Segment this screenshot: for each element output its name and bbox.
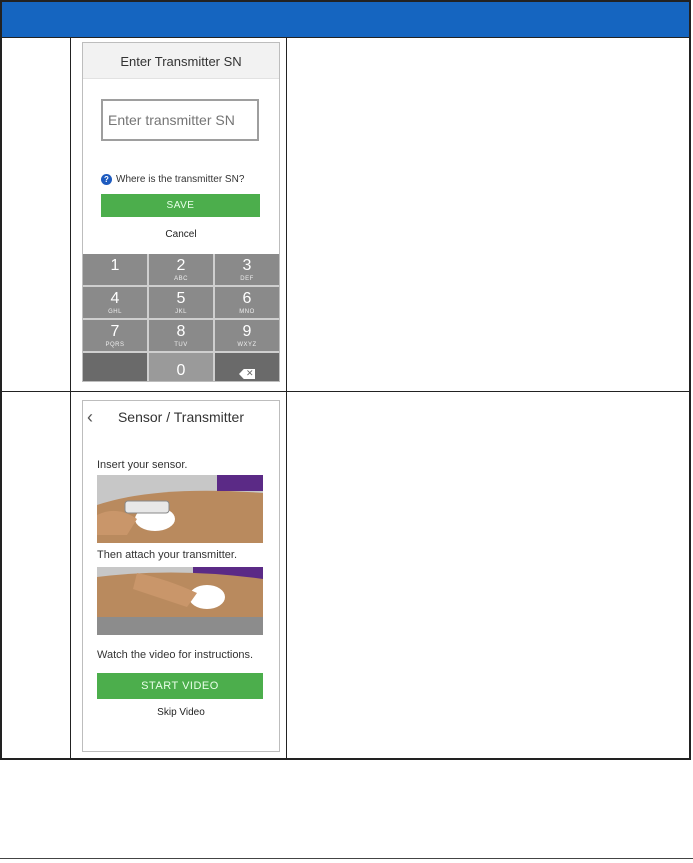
attach-transmitter-illustration bbox=[97, 567, 263, 635]
footer-rule bbox=[0, 858, 693, 859]
skip-video-button[interactable]: Skip Video bbox=[157, 707, 205, 718]
key-letters: WXYZ bbox=[237, 342, 257, 348]
key-blank bbox=[83, 353, 147, 381]
enter-sn-screenshot bbox=[82, 42, 280, 382]
key-4[interactable] bbox=[83, 287, 147, 318]
close-icon: ✕ bbox=[246, 368, 254, 378]
key-6[interactable] bbox=[215, 287, 279, 318]
screen-title: Sensor / Transmitter bbox=[117, 409, 245, 425]
key-letters: MNO bbox=[239, 309, 255, 315]
save-button[interactable]: SAVE bbox=[101, 194, 260, 217]
key-number: 0 bbox=[176, 362, 186, 379]
screen-title: Enter Transmitter SN bbox=[83, 43, 279, 79]
key-1[interactable] bbox=[83, 254, 147, 285]
start-video-button[interactable]: START VIDEO bbox=[97, 673, 263, 699]
chevron-left-icon[interactable]: ‹ bbox=[87, 407, 93, 427]
question-circle-icon: ? bbox=[101, 174, 112, 185]
help-text: Where is the transmitter SN? bbox=[116, 174, 245, 185]
step-attach-transmitter: Then attach your transmitter. bbox=[97, 549, 238, 561]
video-prompt: Watch the video for instructions. bbox=[97, 649, 254, 661]
numeric-keypad bbox=[83, 254, 279, 381]
table-header-bar bbox=[2, 2, 689, 37]
key-number: 3 bbox=[242, 257, 252, 274]
key-7[interactable] bbox=[83, 320, 147, 351]
key-number: 5 bbox=[176, 290, 186, 307]
key-letters: TUV bbox=[174, 342, 188, 348]
key-number: 1 bbox=[110, 257, 120, 274]
step-insert-sensor: Insert your sensor. bbox=[97, 459, 188, 471]
column-divider bbox=[286, 37, 287, 758]
key-letters: DEF bbox=[240, 276, 254, 282]
key-letters: PQRS bbox=[105, 342, 125, 348]
transmitter-sn-input[interactable] bbox=[101, 99, 259, 141]
key-3[interactable] bbox=[215, 254, 279, 285]
key-2[interactable] bbox=[149, 254, 213, 285]
key-number: 2 bbox=[176, 257, 186, 274]
key-5[interactable] bbox=[149, 287, 213, 318]
key-number: 6 bbox=[242, 290, 252, 307]
insert-sensor-image bbox=[97, 475, 263, 543]
key-number: 4 bbox=[110, 290, 120, 307]
key-number: 9 bbox=[242, 323, 252, 340]
sensor-transmitter-screenshot bbox=[82, 400, 280, 752]
key-delete[interactable] bbox=[215, 353, 279, 381]
insert-sensor-illustration bbox=[97, 475, 263, 543]
key-letters: JKL bbox=[175, 309, 187, 315]
key-letters: GHL bbox=[108, 309, 122, 315]
cancel-button[interactable]: Cancel bbox=[165, 229, 197, 240]
key-letters: ABC bbox=[174, 276, 188, 282]
attach-transmitter-image bbox=[97, 567, 263, 635]
column-divider bbox=[70, 37, 71, 758]
key-number: 7 bbox=[110, 323, 120, 340]
key-0[interactable] bbox=[149, 353, 213, 381]
help-link[interactable] bbox=[101, 174, 244, 185]
key-number: 8 bbox=[176, 323, 186, 340]
key-8[interactable] bbox=[149, 320, 213, 351]
key-9[interactable] bbox=[215, 320, 279, 351]
